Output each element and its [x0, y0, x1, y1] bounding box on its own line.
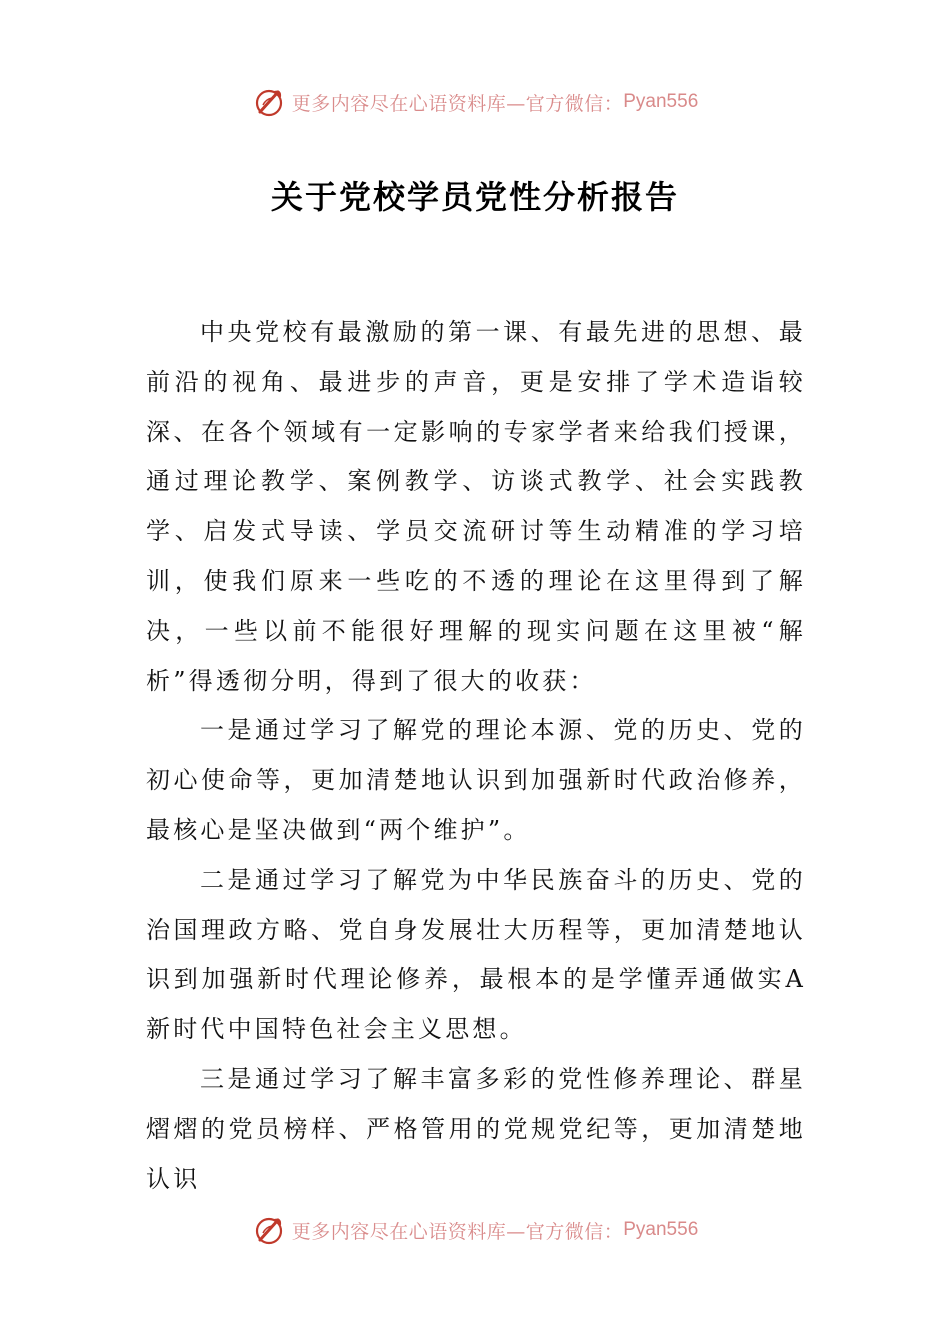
footer-banner-text: 更多内容尽在心语资料库—官方微信：	[291, 1220, 624, 1243]
document-title: 关于党校学员党性分析报告	[270, 178, 679, 216]
pen-feather-logo-icon	[252, 85, 286, 119]
footer-wechat-id: Pyan556	[623, 1219, 699, 1240]
paragraph-point-three: 三是通过学习了解丰富多彩的党性修养理论、群星熠熠的党员榜样、严格管用的党规党纪等，更加清楚地认识	[146, 1064, 806, 1193]
paragraph-point-two: 二是通过学习了解党为中华民族奋斗的历史、党的治国理政方略、党自身发展壮大历程等，更加清楚地认识到加强新时代理论修养，最根本的是学懂弄通做实A新时代中国特色社会主义思想。	[146, 865, 806, 1044]
paragraph-intro: 中央党校有最激励的第一课、有最先进的思想、最前沿的视角、最进步的声音，更是安排了学术造诣较深、在各个领域有一定影响的专家学者来给我们授课，通过理论教学、案例教学、访谈式教学、社会实践教学、启发式导读、学员交流研讨等生动精准的学习培训，使我们原来一些吃的不透的理论在这里得到了解决，一些以前不能很好理解的现实问题在这里被“解析”得透彻分明，得到了很大的收获：	[146, 318, 806, 695]
header-banner-text: 更多内容尽在心语资料库—官方微信：	[291, 92, 624, 115]
footer-banner	[0, 1208, 950, 1252]
paragraph-point-one: 一是通过学习了解党的理论本源、党的历史、党的初心使命等，更加清楚地认识到加强新时代政治修养，最核心是坚决做到“两个维护”。	[146, 716, 806, 844]
header-banner	[0, 80, 950, 124]
pen-feather-logo-icon	[252, 1213, 286, 1247]
document-body	[146, 308, 806, 1204]
header-wechat-id: Pyan556	[623, 91, 699, 112]
